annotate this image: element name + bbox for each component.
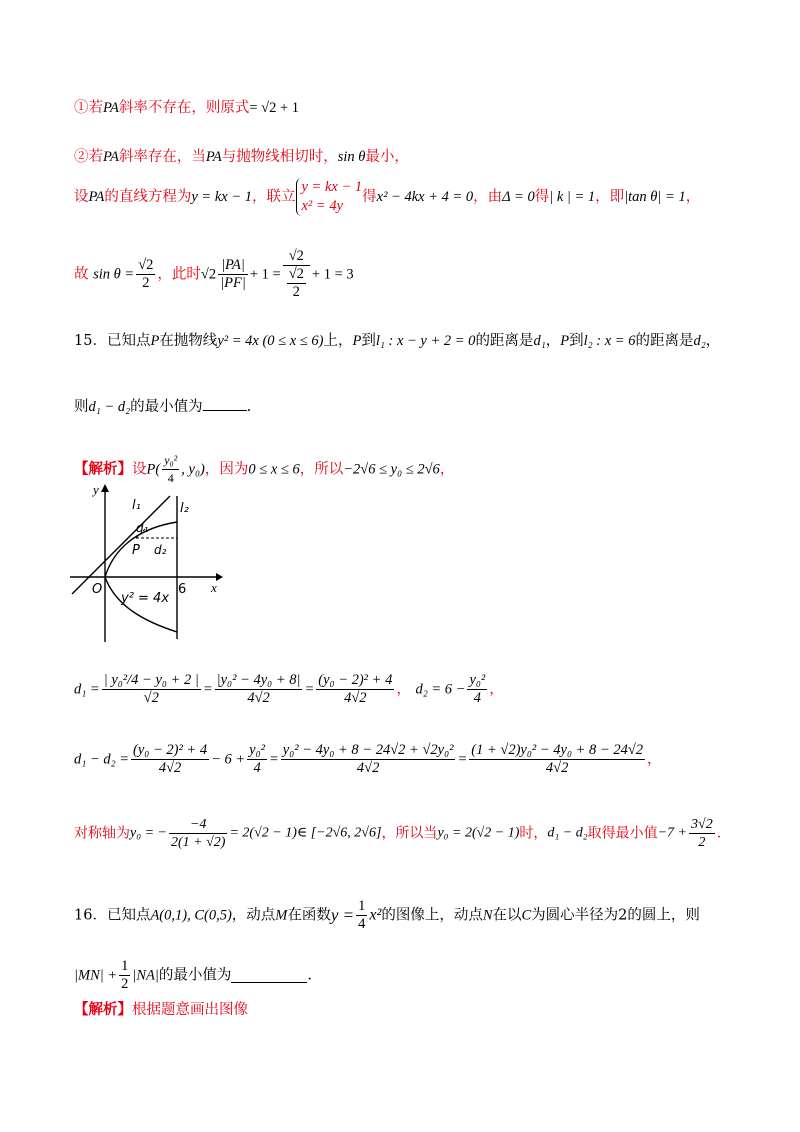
denominator: 4√2 xyxy=(545,760,569,776)
math-d1: d₁ xyxy=(533,333,546,349)
numerator: (y₀ − 2)² + 4 xyxy=(318,672,393,688)
text: 上， xyxy=(323,333,353,349)
solution-line-1 xyxy=(74,98,299,118)
solution-line-4 xyxy=(74,248,354,301)
text: 斜率存在，当 xyxy=(118,149,206,165)
question-15-line-2 xyxy=(74,396,251,417)
denominator: 4 xyxy=(358,916,366,932)
fraction xyxy=(131,742,209,777)
numerator: |PA| xyxy=(218,257,248,275)
denominator: 2 xyxy=(121,976,129,992)
text: 的距离是 xyxy=(475,333,534,349)
answer-blank[interactable] xyxy=(231,968,307,983)
math-range-y: −2√6 ≤ y₀ ≤ 2√6 xyxy=(343,461,440,478)
math-delta: Δ = 0 xyxy=(502,189,535,205)
denominator: 2 xyxy=(142,275,150,291)
math: = xyxy=(457,751,468,768)
text: 与抛物线相切时， xyxy=(221,149,338,165)
denominator: 4√2 xyxy=(247,690,270,706)
text: 得 xyxy=(534,189,550,205)
math: = xyxy=(269,751,279,768)
numerator: −4 xyxy=(169,816,227,834)
math-parabola: y² = 4x (0 ≤ x ≤ 6) xyxy=(217,333,324,349)
math-d2: d₂ xyxy=(693,333,706,349)
math-l2: l₂ : x = 6 xyxy=(583,333,636,349)
math-plus: + 1 = xyxy=(249,266,281,283)
text: 15．已知点 xyxy=(74,333,151,349)
denominator xyxy=(283,266,310,301)
math-sin-theta: sin θ xyxy=(337,149,366,165)
label-curve: y² = 4x xyxy=(121,591,170,606)
text: ， xyxy=(705,333,721,349)
fraction xyxy=(169,816,227,851)
fraction xyxy=(281,742,456,777)
text: ，此时 xyxy=(157,266,201,283)
numerator: y₀² − 4y₀ + 8 − 24√2 + √2y₀² xyxy=(282,742,454,758)
denominator: 2 xyxy=(698,835,706,850)
text: ， xyxy=(545,333,561,349)
math: |MN| + xyxy=(74,967,118,984)
denominator: |PF| xyxy=(220,275,246,291)
fraction xyxy=(283,248,310,301)
label-P: P xyxy=(132,543,140,558)
text: ， xyxy=(439,461,455,478)
question-16-line-1 xyxy=(74,898,700,933)
fraction xyxy=(287,266,306,301)
math: − 6 + xyxy=(211,751,246,768)
text: 故 xyxy=(74,266,89,283)
text: 到 xyxy=(361,333,376,349)
math-PA: PA xyxy=(103,100,119,116)
fraction xyxy=(119,958,130,993)
numerator: y₀² xyxy=(162,452,179,470)
text: 在函数 xyxy=(287,907,331,924)
text: ， xyxy=(685,189,701,205)
denominator: 4√2 xyxy=(158,760,182,776)
math: , y₀) xyxy=(181,461,205,478)
numerator: y₀² xyxy=(249,742,265,758)
denominator: 2 xyxy=(292,284,300,300)
math: |NA| xyxy=(132,967,159,984)
numerator: √2 xyxy=(138,257,154,273)
numerator: |y₀² − 4y₀ + 8| xyxy=(216,672,301,688)
numerator: y₀² xyxy=(469,672,486,688)
analysis-tag: 【解析】 xyxy=(74,460,132,478)
text: . xyxy=(716,825,722,842)
text: ， xyxy=(396,681,411,698)
text: 斜率不存在，则原式 xyxy=(118,100,250,116)
label-l2: l₂ xyxy=(180,501,189,516)
numerator: | y₀²/4 − y₀ + 2 | xyxy=(103,672,199,688)
math: y = xyxy=(330,905,355,925)
fraction xyxy=(469,742,645,777)
math-l1: l₁ : x − y + 2 = 0 xyxy=(375,333,476,349)
system-eq-2: x² = 4y xyxy=(301,198,344,214)
text: . xyxy=(246,399,252,415)
math-quadratic: x² − 4kx + 4 = 0 xyxy=(376,189,474,205)
text: 到 xyxy=(569,333,584,349)
label-x: x xyxy=(211,580,217,595)
math-diff: d₁ − d₂ xyxy=(88,399,131,415)
text: 设 xyxy=(132,461,147,478)
text: 在抛物线 xyxy=(159,333,218,349)
math-PA: PA xyxy=(88,189,105,205)
text: 取得最小值 xyxy=(587,825,658,842)
numerator: √2 xyxy=(283,248,310,266)
text: ， xyxy=(489,681,504,698)
math-line-eq: y = kx − 1 xyxy=(191,189,252,205)
text: 设 xyxy=(74,189,89,205)
x-axis-arrow xyxy=(216,573,223,581)
math: = xyxy=(202,681,213,698)
text: ②若 xyxy=(74,149,103,165)
text: 根据题意画出图像 xyxy=(132,1002,248,1018)
fraction xyxy=(467,672,487,707)
fraction xyxy=(356,898,367,933)
math-expr: = √2 + 1 xyxy=(249,100,300,116)
text: 16．已知点 xyxy=(74,907,151,924)
denominator: 4√2 xyxy=(344,690,367,706)
text: 最小， xyxy=(365,149,409,165)
analysis-tag: 【解析】 xyxy=(74,1001,132,1018)
math: = 2(√2 − 1) xyxy=(229,825,297,841)
fraction xyxy=(136,257,155,292)
numerator: 1 xyxy=(358,898,366,914)
text: 得 xyxy=(362,189,377,205)
solution-line-2 xyxy=(74,147,409,167)
denominator: 4 xyxy=(253,760,261,776)
fraction xyxy=(218,257,248,292)
text: 的最小值为 xyxy=(130,399,203,415)
label-l1: l₁ xyxy=(132,498,141,513)
numerator: (1 + √2)y₀² − 4y₀ + 8 − 24√2 xyxy=(471,742,644,758)
math-range-x: 0 ≤ x ≤ 6 xyxy=(248,461,300,478)
label-d2: d₂ xyxy=(154,543,167,557)
label-y: y xyxy=(93,482,99,497)
numerator: 3√2 xyxy=(691,817,713,832)
denominator: 4√2 xyxy=(356,760,380,776)
math-P: P xyxy=(560,333,570,349)
math-PA: PA xyxy=(205,149,222,165)
text: ，所以 xyxy=(299,461,344,478)
text: 的直线方程为 xyxy=(104,189,192,205)
math-P: P xyxy=(150,333,160,349)
fraction xyxy=(316,672,394,707)
math-N: N xyxy=(482,907,493,924)
denominator: 4 xyxy=(473,690,481,706)
math: y₀ = − xyxy=(130,825,167,841)
label-d1: d₁ xyxy=(136,521,149,535)
math: d₂ = 6 − xyxy=(415,681,466,698)
text: 时， xyxy=(519,825,548,842)
parabola-figure xyxy=(66,482,226,644)
fraction xyxy=(247,742,267,777)
system-eq-1: y = kx − 1 xyxy=(301,179,363,195)
solution-line-3 xyxy=(74,178,700,216)
text: ，即 xyxy=(595,189,625,205)
numerator: (y₀ − 2)² + 4 xyxy=(133,742,208,758)
text: 在以 xyxy=(492,907,522,924)
question-16-line-2 xyxy=(74,958,312,993)
math-M: M xyxy=(275,907,288,924)
math: d₁ = xyxy=(74,681,100,698)
fraction xyxy=(215,672,303,707)
math: P( xyxy=(146,461,161,478)
label-6: 6 xyxy=(178,582,187,597)
solution-axis xyxy=(74,816,721,851)
numerator: √2 xyxy=(288,266,304,282)
text: ，由 xyxy=(473,189,503,205)
fraction xyxy=(689,816,715,851)
text: 的最小值为 xyxy=(158,967,232,984)
question-15-line-1 xyxy=(74,331,720,351)
math: d₁ − d₂ = xyxy=(74,751,130,768)
math-tan: |tan θ| = 1 xyxy=(624,189,686,205)
fraction xyxy=(102,672,201,707)
math: = xyxy=(304,681,315,698)
denominator: 4 xyxy=(167,471,174,485)
numerator: 1 xyxy=(121,958,129,974)
y-axis-arrow xyxy=(101,484,109,492)
answer-blank[interactable] xyxy=(203,396,247,411)
math: d₁ − d₂ xyxy=(547,825,588,841)
math: y₀ = 2(√2 − 1) xyxy=(437,825,520,841)
denominator: √2 xyxy=(143,690,159,706)
text: ，因为 xyxy=(204,461,249,478)
math-points: A(0,1), C(0,5) xyxy=(150,907,232,924)
text: ，动点 xyxy=(231,907,276,924)
text: ，联立 xyxy=(252,189,296,205)
math: −7 + xyxy=(657,825,688,841)
text: 对称轴为 xyxy=(74,825,130,842)
math-sin: sin θ = xyxy=(93,266,135,283)
text: ，所以当 xyxy=(381,825,438,842)
label-O: O xyxy=(92,582,103,597)
text: . xyxy=(307,967,313,984)
text: 的距离是 xyxy=(635,333,694,349)
denominator: 2(1 + √2) xyxy=(170,835,226,850)
equation-system xyxy=(296,178,363,216)
solution-16-header xyxy=(74,1000,248,1020)
text: 为圆心半径为2的圆上，则 xyxy=(531,907,700,924)
math-PA: PA xyxy=(103,149,119,165)
text: ①若 xyxy=(74,100,103,116)
math-P: P xyxy=(352,333,362,349)
math-C: C xyxy=(521,907,532,924)
solution-diff xyxy=(74,742,662,777)
math-k: | k | = 1 xyxy=(549,189,596,205)
math: ∈ [−2√6, 2√6] xyxy=(296,825,382,841)
math-sqrt2: √2 xyxy=(200,266,217,283)
math-result: + 1 = 3 xyxy=(311,266,354,283)
text: 则 xyxy=(74,399,89,415)
text: ， xyxy=(647,751,662,768)
text: 的图像上，动点 xyxy=(381,907,483,924)
solution-d1-d2 xyxy=(74,672,504,707)
math: x² xyxy=(369,906,382,924)
